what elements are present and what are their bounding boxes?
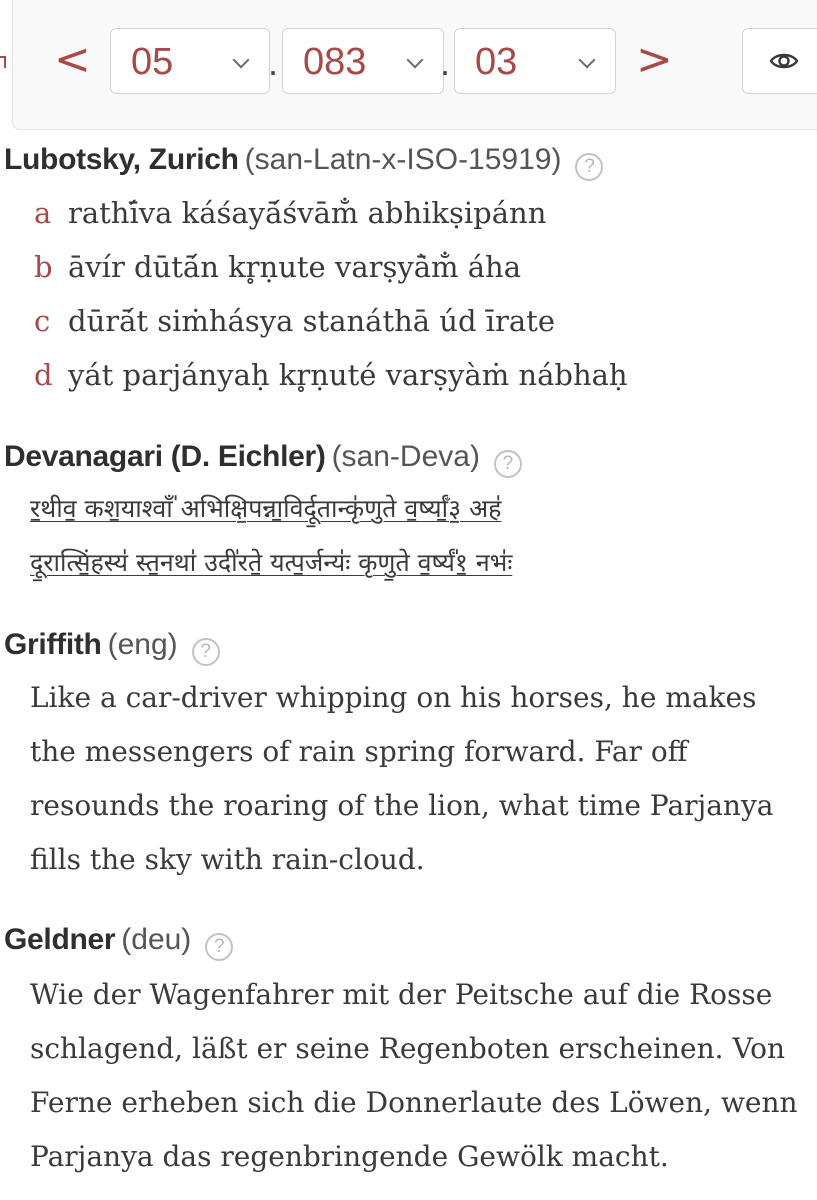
translation-section-griffith bbox=[0, 625, 817, 885]
verse-line-b bbox=[34, 247, 521, 287]
verse-select-value: 03 bbox=[475, 41, 518, 83]
help-circle-icon[interactable]: ? bbox=[192, 638, 220, 666]
hymn-select[interactable] bbox=[282, 28, 444, 94]
verse-navigation-bar bbox=[0, 0, 817, 128]
devanagari-line: दू॒रात्सिं॒हस्य॑ स्त॒नथा॑ उदी॑रते॒ यत्प॒र्जन्यः॑ कृणु॒ते व॒र्ष्यं॑१॒ नभः॑ bbox=[30, 548, 513, 577]
help-circle-icon[interactable]: ? bbox=[575, 153, 603, 181]
line-text: rathī́va káśayā́śvām̐ abhikṣipánn bbox=[68, 196, 547, 230]
section-name: Griffith bbox=[4, 628, 102, 661]
section-header bbox=[4, 140, 603, 181]
hymn-select-value: 083 bbox=[303, 41, 367, 83]
translation-line: Ferne erheben sich die Donnerlaute des Löwen, wenn bbox=[30, 1086, 798, 1119]
line-text: dūrā́t siṁhásya stanáthā úd īrate bbox=[68, 304, 555, 338]
previous-verse-button[interactable]: < bbox=[54, 34, 91, 85]
chevron-down-icon bbox=[233, 52, 250, 69]
help-circle-icon[interactable]: ? bbox=[494, 450, 522, 478]
translation-line: Wie der Wagenfahrer mit der Peitsche auf die Rosse bbox=[30, 978, 773, 1011]
line-marker: b bbox=[34, 250, 53, 284]
translation-text bbox=[30, 671, 810, 887]
translation-line: fills the sky with rain-cloud. bbox=[30, 843, 425, 876]
section-header bbox=[4, 920, 233, 961]
line-marker: d bbox=[34, 358, 53, 392]
visibility-toggle-button[interactable] bbox=[742, 28, 817, 94]
help-circle-icon[interactable]: ? bbox=[205, 933, 233, 961]
separator-dot: . bbox=[440, 42, 451, 83]
section-language: (eng) bbox=[107, 628, 178, 661]
edge-marker bbox=[0, 56, 6, 68]
separator-dot: . bbox=[268, 42, 279, 83]
translation-line: Parjanya das regenbringende Gewölk macht. bbox=[30, 1140, 669, 1173]
line-text: āvír dūtā́n kr̥ṇute varṣyā̀m̐ áha bbox=[68, 250, 521, 284]
verse-line-c bbox=[34, 301, 555, 341]
translation-section-lubotsky bbox=[0, 140, 817, 400]
line-text: yát parjányaḥ kr̥ṇuté varṣyàṁ nábhaḥ bbox=[68, 358, 628, 392]
book-select-value: 05 bbox=[131, 41, 174, 83]
translation-line: Like a car-driver whipping on his horses, he makes bbox=[30, 681, 757, 714]
translation-section-devanagari bbox=[0, 437, 817, 587]
next-verse-button[interactable]: > bbox=[636, 34, 673, 85]
translation-line: schlagend, läßt er seine Regenboten erscheinen. Von bbox=[30, 1032, 786, 1065]
line-marker: a bbox=[34, 196, 52, 230]
eye-icon bbox=[769, 49, 799, 73]
chevron-down-icon bbox=[579, 52, 596, 69]
section-name: Geldner bbox=[4, 923, 116, 956]
verse-line-a bbox=[34, 193, 546, 233]
section-header bbox=[4, 625, 220, 666]
section-name: Lubotsky, Zurich bbox=[4, 143, 239, 176]
translation-section-geldner bbox=[0, 920, 817, 1180]
chevron-down-icon bbox=[407, 52, 424, 69]
book-select[interactable] bbox=[110, 28, 270, 94]
section-language: (san-Latn-x-ISO-15919) bbox=[244, 143, 562, 176]
translation-text bbox=[30, 968, 810, 1184]
section-header bbox=[4, 437, 522, 478]
line-marker: c bbox=[34, 304, 51, 338]
translation-line: resounds the roaring of the lion, what time Parjanya bbox=[30, 789, 774, 822]
translation-line: the messengers of rain spring forward. Far off bbox=[30, 735, 688, 768]
verse-line-d bbox=[34, 355, 628, 395]
section-language: (san-Deva) bbox=[331, 440, 480, 473]
devanagari-line: र॒थीव॒ कश॒याश्वाँ॑ अभिक्षि॒पन्ना॒विर्दू॒तान्कृ॑णुते व॒र्ष्याँ॒३॒ अह॑ bbox=[30, 494, 502, 523]
section-language: (deu) bbox=[121, 923, 192, 956]
verse-select[interactable] bbox=[454, 28, 616, 94]
section-name: Devanagari (D. Eichler) bbox=[4, 440, 326, 473]
